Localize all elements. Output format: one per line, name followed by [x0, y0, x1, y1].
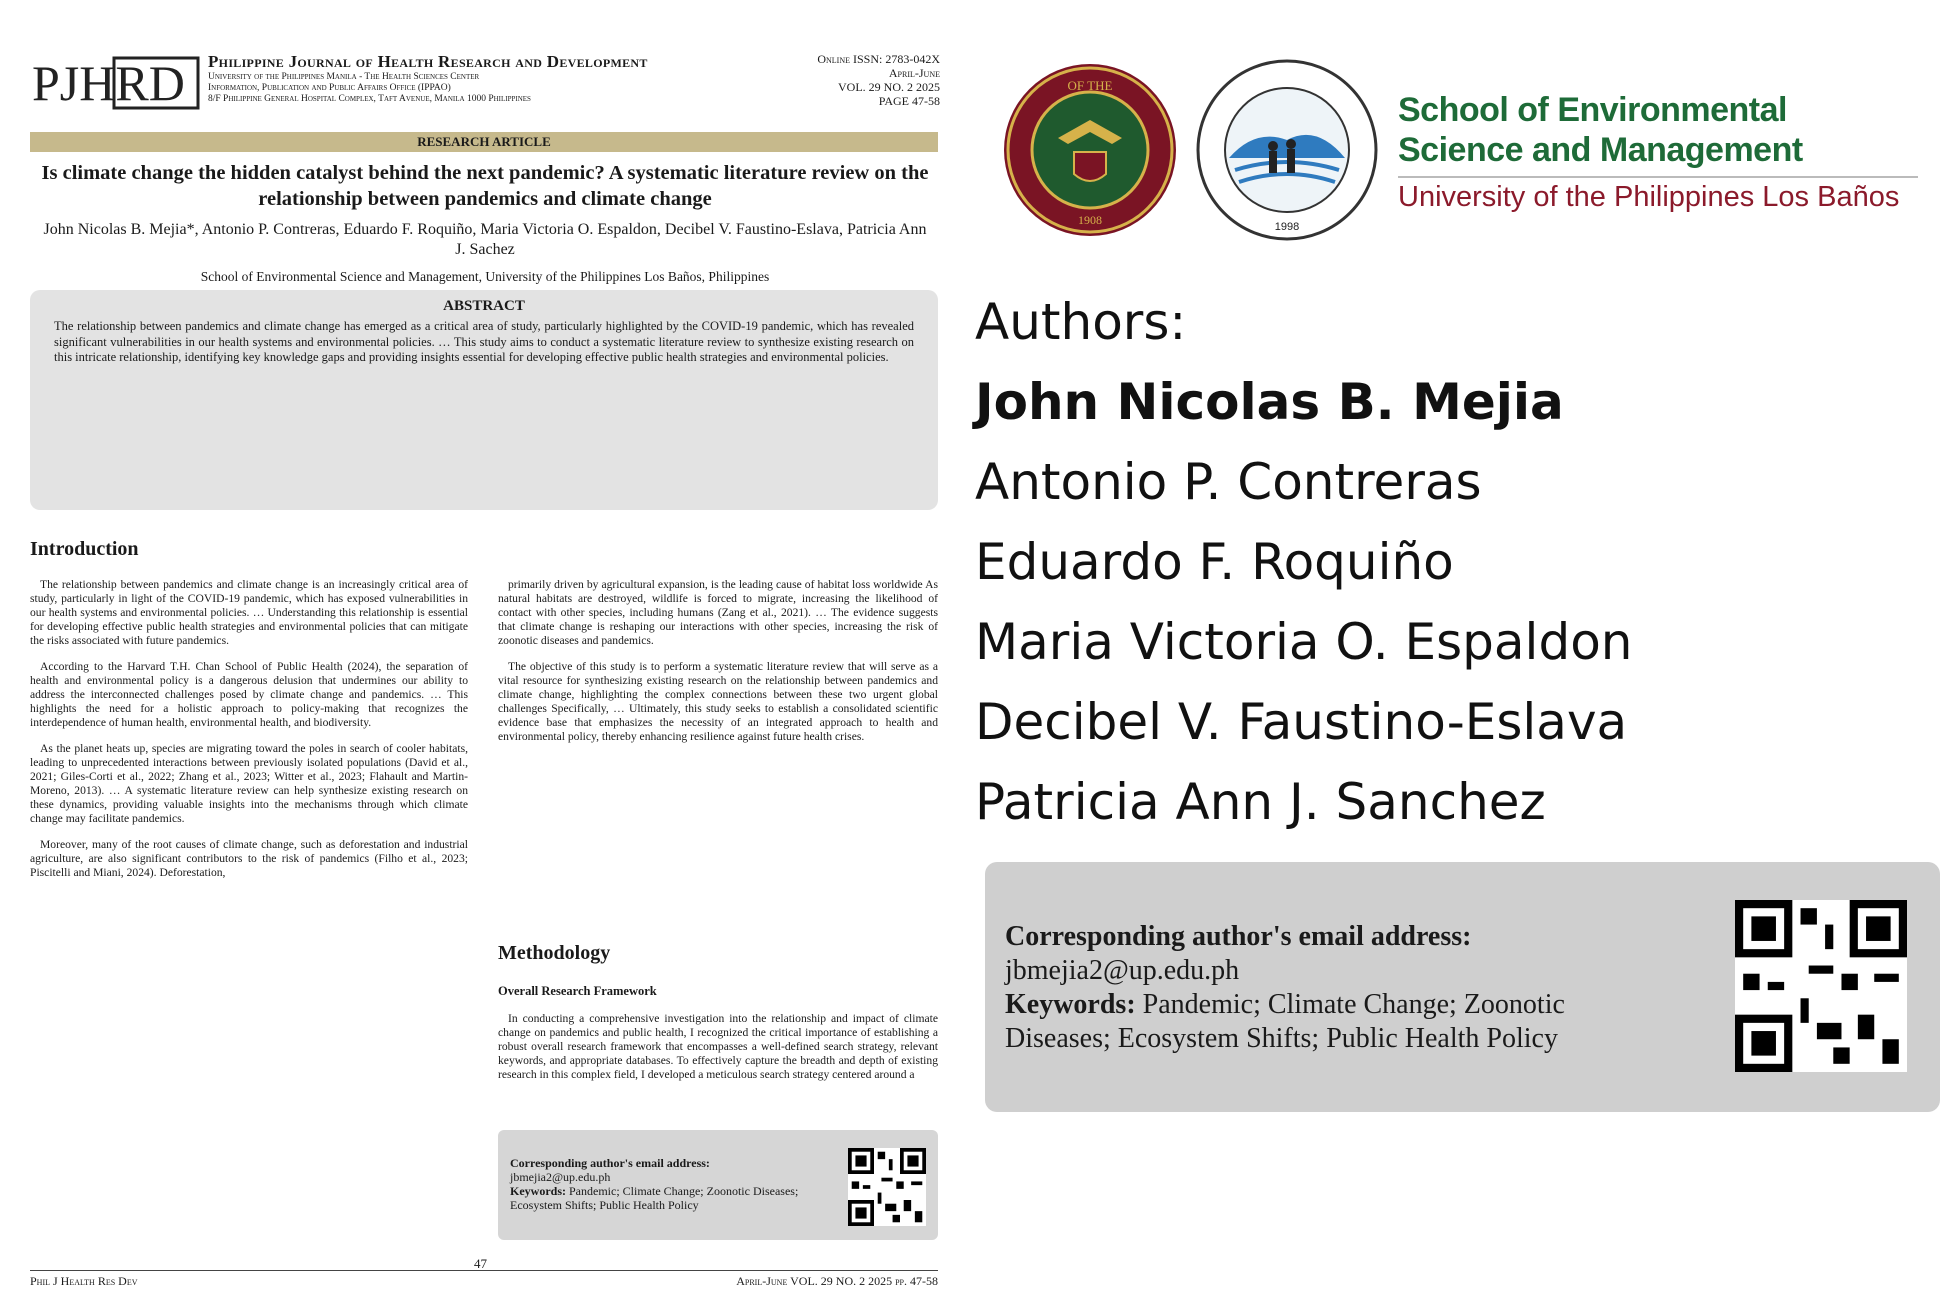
- column-right: [498, 578, 938, 756]
- page-footer: Phil J Health Res Dev April-June VOL. 29 NO. 2 2025 pp. 47-58: [30, 1270, 938, 1271]
- keywords-label: Keywords:: [510, 1184, 566, 1198]
- authors-list: [975, 282, 1632, 842]
- page-number: 47: [474, 1256, 487, 1271]
- corr-label: Corresponding author's email address:: [510, 1156, 710, 1170]
- author-item: Maria Victoria O. Espaldon: [975, 613, 1633, 671]
- keywords-label: Keywords:: [1005, 989, 1136, 1020]
- column-left: [30, 578, 468, 892]
- article-affiliation: School of Environmental Science and Management, University of the Philippines Los Baños, Philippines: [200, 269, 770, 284]
- corresponding-author-card: [985, 862, 1940, 1112]
- paragraph: The objective of this study is to perform a systematic literature review that will serve as a vital resource for synthesizing existing research on the relationship between pandemics and climate change, highlighting the complex connections between these two urgent global challenges Specifically, … Ultimately, this study seeks to establish a consolidated scientific evidence base that emphasizes the necessity of an integrated approach to health and environmental policy, thereby enhancing resilience against future health crises.: [498, 660, 938, 743]
- sesam-seal-logo: [1195, 58, 1379, 242]
- methodology-text: [498, 1012, 938, 1094]
- paper-page: [0, 0, 970, 1300]
- abstract-text: The relationship between pandemics and climate change has emerged as a critical area of study, particularly highlighted by the COVID-19 pandemic, which has revealed significant vulnerabilities in our health systems and environmental policies. … This study aims to conduct a systematic literature review to synthesize existing research on this intricate relationship, identifying key knowledge gaps and providing insights essential for developing effective public health strategies and environmental policies.: [54, 319, 914, 364]
- keywords-text: Pandemic; Climate Change; Zoonotic Diseases; Ecosystem Shifts; Public Health Policy: [510, 1184, 799, 1212]
- svg-text:1908: 1908: [1078, 213, 1102, 227]
- paragraph: As the planet heats up, species are migrating toward the poles in search of cooler habitats, leading to unprecedented interactions between previously isolated populations (David et al., 2021; Giles-Corti et al., 2022; Zhang et al., 2023; Witter et al., 2023; Flahault and Martin-Moreno, 2013). … A systematic literature review can help synthesize existing research on these dynamics, providing valuable insights into the mechanisms through which climate change may facilitate pandemics.: [30, 742, 468, 825]
- methodology-subheading: Overall Research Framework: [498, 984, 657, 998]
- article-authors: John Nicolas B. Mejia*, Antonio P. Contreras, Eduardo F. Roquiño, Maria Victoria O. Espaldon, Decibel V. Faustino-Eslava, Patricia Ann J. Sachez: [43, 221, 927, 258]
- author-item: Decibel V. Faustino-Eslava: [975, 693, 1628, 751]
- paragraph: The relationship between pandemics and climate change is an increasingly critical area of study, particularly in light of the COVID-19 pandemic, which has exposed vulnerabilities in our health systems and environmental policies. … Understanding this relationship is essential for developing effective public health strategies and environmental policies that can mitigate the risks associated with future pandemics.: [30, 578, 468, 647]
- author-item: Patricia Ann J. Sanchez: [975, 773, 1546, 831]
- qr-code-icon[interactable]: [1735, 900, 1907, 1072]
- journal-title: Philippine Journal of Health Research and Development: [208, 52, 648, 71]
- keywords-text: Pandemic; Climate Change; Zoonotic Diseases; Ecosystem Shifts; Public Health Policy: [1005, 989, 1565, 1054]
- svg-text:PJHRD: PJHRD: [32, 55, 185, 111]
- paragraph: According to the Harvard T.H. Chan School of Public Health (2024), the separation of health and environmental policy is a dangerous delusion that undermines our ability to address the interconnected challenges posed by climate change and pandemics. … This highlights the need for a holistic approach to policy-making that recognizes the interdependence of human health, environmental health, and biodiversity.: [30, 660, 468, 729]
- qr-code-icon[interactable]: [848, 1148, 926, 1226]
- svg-text:1998: 1998: [1274, 221, 1300, 233]
- author-item: Eduardo F. Roquiño: [975, 533, 1454, 591]
- abstract-heading: ABSTRACT: [443, 298, 525, 314]
- intro-heading: Introduction: [30, 538, 139, 560]
- article-type-banner: RESEARCH ARTICLE: [30, 132, 938, 152]
- author-item: Antonio P. Contreras: [975, 453, 1482, 511]
- school-wordmark: School of Environmental Science and Management University of the Philippines Los Baños: [1398, 90, 1918, 214]
- paragraph: primarily driven by agricultural expansion, is the leading cause of habitat loss worldwide As natural habitats are destroyed, wildlife is forced to migrate, increasing the likelihood of contact with other species, including humans (Zang et al., 2021). … The evidence suggests that climate change is reshaping our interactions with other species, increasing the risk of zoonotic diseases and pandemics.: [498, 578, 938, 647]
- journal-header: Philippine Journal of Health Research and Development University of the Philippines Manila - The Health Sciences Center Information, Publication and Public Affairs Office (IPPAO) 8/F Philippine General Hospital Complex, Taft Avenue, Manila 1000 Philippines: [208, 52, 758, 105]
- paragraph: Moreover, many of the root causes of climate change, such as deforestation and industrial agriculture, are also significant contributors to the risk of pandemics (Filho et al., 2023; Piscitelli and Miani, 2024). Deforestation,: [30, 838, 468, 879]
- svg-text:OF THE: OF THE: [1067, 78, 1113, 93]
- methodology-heading: Methodology: [498, 942, 611, 964]
- journal-logo: [30, 52, 200, 114]
- corr-label: Corresponding author's email address:: [1005, 921, 1472, 952]
- up-seal-logo: [1000, 60, 1180, 240]
- abstract-box: [30, 290, 938, 510]
- article-title: Is climate change the hidden catalyst behind the next pandemic? A systematic literature review on the relationship between pandemics and climate change: [41, 162, 929, 210]
- corr-email[interactable]: jbmejia2@up.edu.ph: [510, 1170, 611, 1184]
- paragraph: In conducting a comprehensive investigation into the relationship and impact of climate change on pandemics and public health, I recognized the critical importance of establishing a robust overall research framework that encompasses a well-defined search strategy, relevant keywords, and appropriate databases. To effectively capture the breadth and depth of existing research in this complex field, I developed a meticulous search strategy centered around a: [498, 1012, 938, 1081]
- lead-author: John Nicolas B. Mejia: [975, 373, 1564, 431]
- corresponding-author-box: [498, 1130, 938, 1240]
- corr-email[interactable]: jbmejia2@up.edu.ph: [1005, 955, 1240, 986]
- issue-info: Online ISSN: 2783-042X April-June VOL. 29 NO. 2 2025 PAGE 47-58: [817, 52, 940, 108]
- authors-heading: Authors:: [975, 293, 1187, 351]
